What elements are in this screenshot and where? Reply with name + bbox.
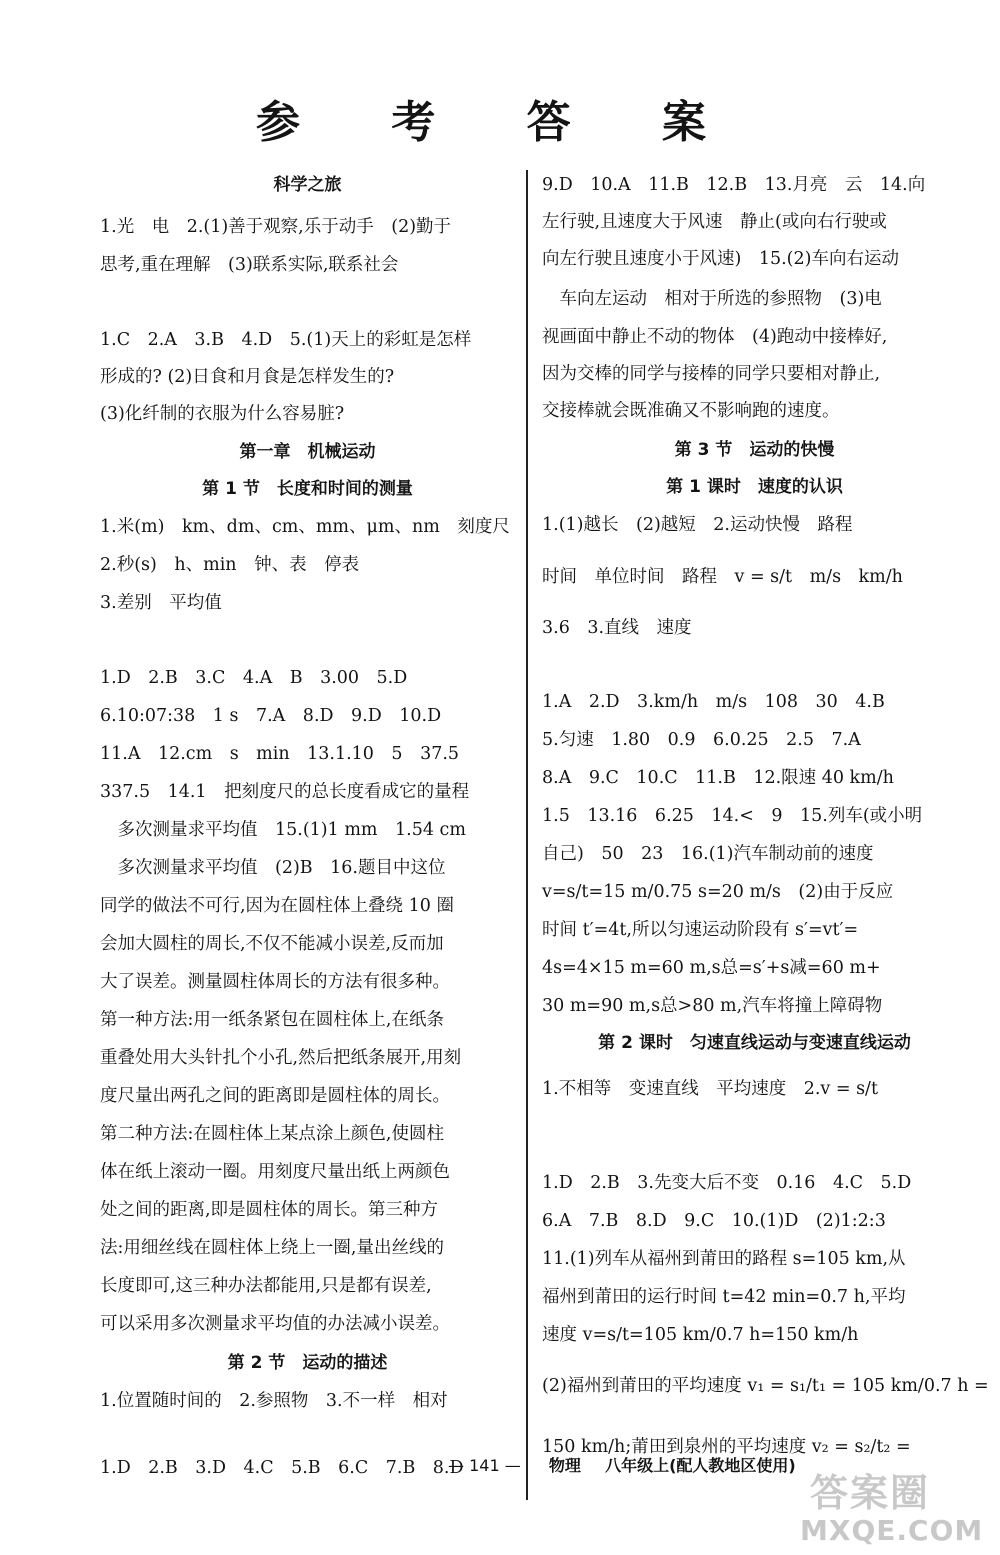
answer-line: 6.10:07:38 1 s 7.A 8.D 9.D 10.D	[100, 706, 442, 726]
answer-line: 1.光 电 2.(1)善于观察,乐于动手 (2)勤于	[100, 217, 452, 237]
page-title: 参 考 答 案	[256, 97, 744, 148]
answer-line: 1.不相等 变速直线 平均速度 2.v = s/t	[542, 1079, 878, 1099]
answer-line: 车向左运动 相对于所选的参照物 (3)电	[542, 289, 882, 309]
answer-line: 1.位置随时间的 2.参照物 3.不一样 相对	[100, 1391, 448, 1411]
answer-line: 1.D 2.B 3.先变大后不变 0.16 4.C 5.D	[542, 1173, 912, 1193]
answer-line: 11.(1)列车从福州到莆田的路程 s=105 km,从	[542, 1249, 906, 1269]
answer-line: (3)化纤制的衣服为什么容易脏?	[100, 404, 345, 424]
answer-line: 1.5 13.16 6.25 14.< 9 15.列车(或小明	[542, 806, 923, 826]
answer-line: 时间 t′=4t,所以匀速运动阶段有 s′=vt′=	[542, 920, 859, 940]
answer-line: v=s/t=15 m/0.75 s=20 m/s (2)由于反应	[542, 882, 894, 902]
answer-line: 3.差别 平均值	[100, 593, 222, 613]
answer-line: 处之间的距离,即是圆柱体的周长。第三种方	[100, 1200, 439, 1220]
answer-line: 福州到莆田的运行时间 t=42 min=0.7 h,平均	[542, 1287, 906, 1307]
footer-subject: 物理	[548, 1456, 581, 1475]
answer-line: 1.(1)越长 (2)越短 2.运动快慢 路程	[542, 515, 853, 535]
answer-line: 1.D 2.B 3.C 4.A B 3.00 5.D	[100, 668, 408, 688]
answer-line: 1.A 2.D 3.km/h m/s 108 30 4.B	[542, 692, 885, 712]
answer-line: 因为交棒的同学与接棒的同学只要相对静止,	[542, 364, 881, 384]
answer-line: 1.米(m) km、dm、cm、mm、μm、nm 刻度尺	[100, 517, 510, 537]
answer-line: 大了误差。测量圆柱体周长的方法有很多种。	[100, 972, 450, 992]
answer-line: 1.C 2.A 3.B 4.D 5.(1)天上的彩虹是怎样	[100, 330, 472, 350]
answer-line: 337.5 14.1 把刻度尺的总长度看成它的量程	[100, 782, 470, 802]
answer-line: (2)福州到莆田的平均速度 v₁ = s₁/t₁ = 105 km/0.7 h =	[542, 1376, 989, 1396]
answer-line: 9.D 10.A 11.B 12.B 13.月亮 云 14.向	[542, 175, 926, 195]
answer-line: 3.6 3.直线 速度	[542, 618, 692, 638]
answer-line: 2.秒(s) h、min 钟、表 停表	[100, 555, 360, 575]
watermark-top-text: 答案圈	[810, 1471, 931, 1515]
section-heading-3: 第 3 节 运动的快慢	[674, 440, 835, 460]
answer-line: 同学的做法不可行,因为在圆柱体上叠绕 10 圈	[100, 896, 454, 916]
answer-line: 交接棒就会既准确又不影响跑的速度。	[542, 401, 840, 421]
answer-line: 4s=4×15 m=60 m,s总=s′+s减=60 m+	[542, 958, 881, 978]
answer-line: 多次测量求平均值 15.(1)1 mm 1.54 cm	[100, 820, 466, 840]
answer-line: 形成的? (2)日食和月食是怎样发生的?	[100, 367, 395, 387]
page-number: — 141 —	[448, 1456, 521, 1475]
chapter-heading: 第一章 机械运动	[239, 442, 376, 462]
answer-line: 时间 单位时间 路程 v = s/t m/s km/h	[542, 567, 903, 587]
answer-line: 第一种方法:用一纸条紧包在圆柱体上,在纸条	[100, 1010, 444, 1030]
lesson-heading-1: 第 1 课时 速度的认识	[666, 477, 843, 497]
answer-line: 体在纸上滚动一圈。用刻度尺量出纸上两颜色	[100, 1162, 450, 1182]
answer-line: 11.A 12.cm s min 13.1.10 5 37.5	[100, 744, 460, 764]
answer-line: 可以采用多次测量求平均值的办法减小误差。	[100, 1314, 450, 1334]
lesson-heading-2: 第 2 课时 匀速直线运动与变速直线运动	[598, 1033, 911, 1053]
answer-line: 长度即可,这三种办法都能用,只是都有误差,	[100, 1276, 432, 1296]
answer-line: 法:用细丝线在圆柱体上绕上一圈,量出丝线的	[100, 1238, 444, 1258]
answer-line: 30 m=90 m,s总>80 m,汽车将撞上障碍物	[542, 996, 883, 1016]
watermark-logo	[800, 1462, 990, 1550]
answer-line: 度尺量出两孔之间的距离即是圆柱体的周长。	[100, 1086, 450, 1106]
answer-line: 视画面中静止不动的物体 (4)跑动中接棒好,	[542, 327, 888, 347]
section-heading-1: 第 1 节 长度和时间的测量	[202, 479, 413, 499]
answer-line: 左行驶,且速度大于风速 静止(或向右行驶或	[542, 212, 887, 232]
section-heading-2: 第 2 节 运动的描述	[227, 1353, 388, 1373]
answer-line: 6.A 7.B 8.D 9.C 10.(1)D (2)1:2:3	[542, 1211, 886, 1231]
answer-line: 8.A 9.C 10.C 11.B 12.限速 40 km/h	[542, 768, 894, 788]
answer-line: 1.D 2.B 3.D 4.C 5.B 6.C 7.B 8.D	[100, 1458, 464, 1478]
watermark-bottom-text: MXQE.COM	[800, 1514, 984, 1547]
answer-line: 多次测量求平均值 (2)B 16.题目中这位	[100, 858, 446, 878]
answer-line: 重叠处用大头针扎个小孔,然后把纸条展开,用刻	[100, 1048, 462, 1068]
answer-line: 第二种方法:在圆柱体上某点涂上颜色,使圆柱	[100, 1124, 444, 1144]
answer-line: 150 km/h;莆田到泉州的平均速度 v₂ = s₂/t₂ =	[542, 1437, 911, 1457]
page-footer	[448, 1453, 796, 1476]
answer-line: 5.匀速 1.80 0.9 6.0.25 2.5 7.A	[542, 730, 861, 750]
answer-line: 向左行驶且速度小于风速) 15.(2)车向右运动	[542, 249, 899, 269]
column-divider	[526, 170, 528, 1500]
footer-grade: 八年级上(配人教地区使用)	[605, 1456, 796, 1475]
section-heading-science-journey: 科学之旅	[273, 175, 342, 195]
answer-line: 速度 v=s/t=105 km/0.7 h=150 km/h	[542, 1325, 859, 1345]
answer-line: 会加大圆柱的周长,不仅不能减小误差,反而加	[100, 934, 444, 954]
answer-line: 思考,重在理解 (3)联系实际,联系社会	[100, 255, 399, 275]
answer-line: 自己) 50 23 16.(1)汽车制动前的速度	[542, 844, 874, 864]
